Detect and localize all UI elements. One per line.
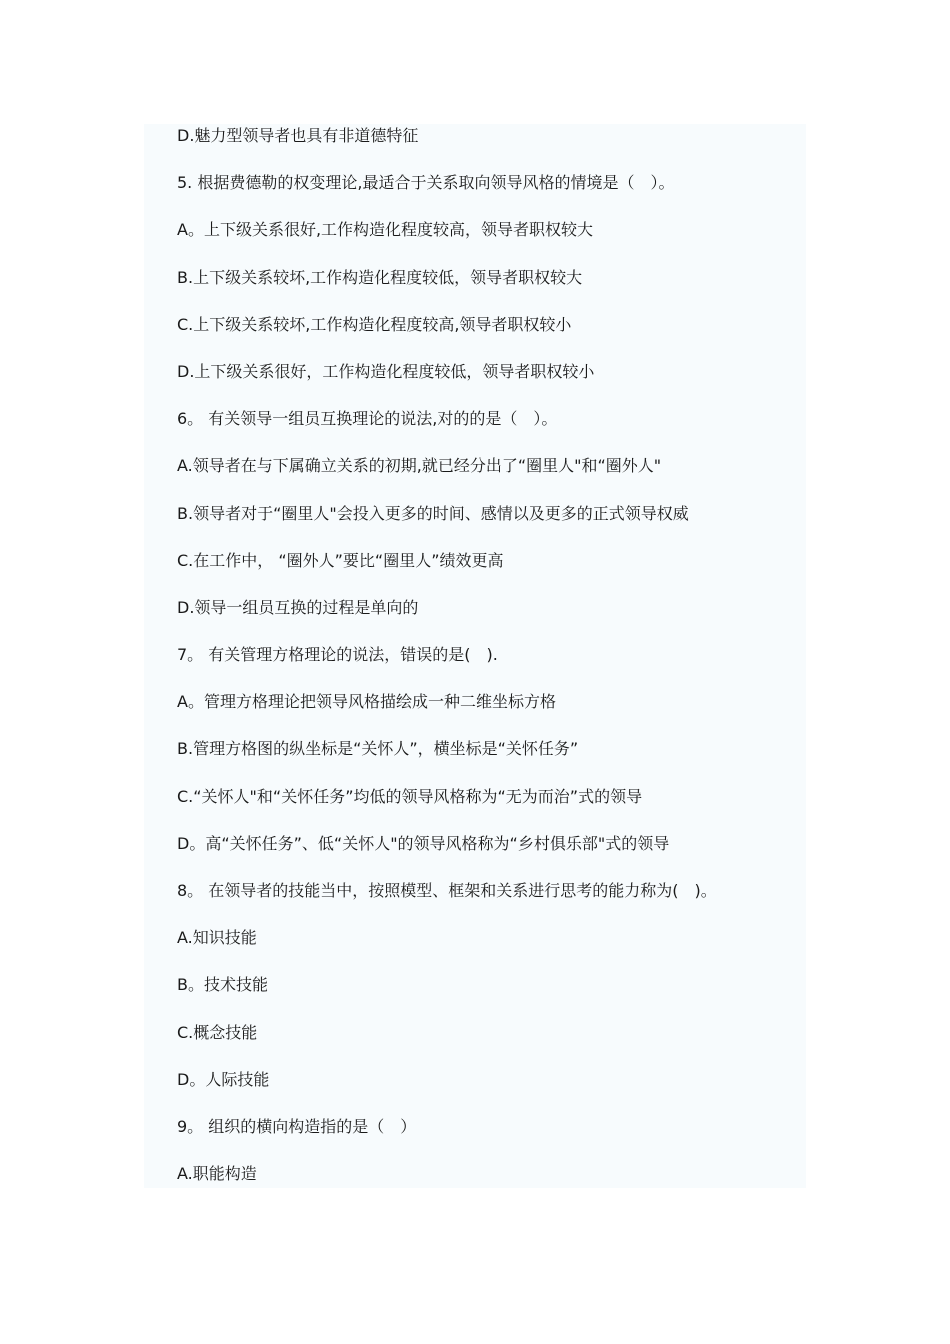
option-text: D.上下级关系很好，工作构造化程度较低，领导者职权较小	[177, 361, 595, 381]
option-text: A.职能构造	[177, 1164, 257, 1184]
option-text: A。上下级关系很好,工作构造化程度较高，领导者职权较大	[177, 220, 594, 240]
option-text: A。管理方格理论把领导风格描绘成一种二维坐标方格	[177, 692, 556, 712]
option-text: B.管理方格图的纵坐标是“关怀人”，横坐标是“关怀任务”	[177, 739, 579, 759]
question-text: 9。 组织的横向构造指的是（ ）	[177, 1116, 417, 1136]
option-text: C.上下级关系较坏,工作构造化程度较高,领导者职权较小	[177, 314, 572, 334]
question-text: 6。 有关领导一组员互换理论的说法,对的的是（ ）。	[177, 409, 558, 429]
option-text: A.领导者在与下属确立关系的初期,就已经分出了“圈里人"和“圈外人"	[177, 456, 662, 476]
option-text: D.魅力型领导者也具有非道德特征	[177, 126, 419, 145]
question-list	[177, 124, 797, 1209]
option-text: D.领导一组员互换的过程是单向的	[177, 597, 419, 617]
option-text: D。人际技能	[177, 1069, 270, 1089]
option-text: C.“关怀人"和“关怀任务”均低的领导风格称为“无为而治”式的领导	[177, 786, 643, 806]
question-text: 7。 有关管理方格理论的说法，错误的是( ).	[177, 645, 498, 665]
option-text: A.知识技能	[177, 928, 257, 948]
option-text: C.在工作中， “圈外人”要比“圈里人”绩效更高	[177, 550, 504, 570]
question-text: 5. 根据费德勒的权变理论,最适合于关系取向领导风格的情境是（ ）。	[177, 173, 675, 193]
option-text: D。高“关怀任务”、低“关怀人"的领导风格称为“乡村俱乐部"式的领导	[177, 833, 670, 853]
option-text: B.上下级关系较坏,工作构造化程度较低，领导者职权较大	[177, 267, 583, 287]
question-text: 8。 在领导者的技能当中，按照模型、框架和关系进行思考的能力称为( )。	[177, 881, 717, 900]
option-text: B.领导者对于“圈里人"会投入更多的时间、感情以及更多的正式领导权威	[177, 503, 689, 523]
option-text: B。技术技能	[177, 975, 268, 995]
option-text: C.概念技能	[177, 1022, 258, 1042]
